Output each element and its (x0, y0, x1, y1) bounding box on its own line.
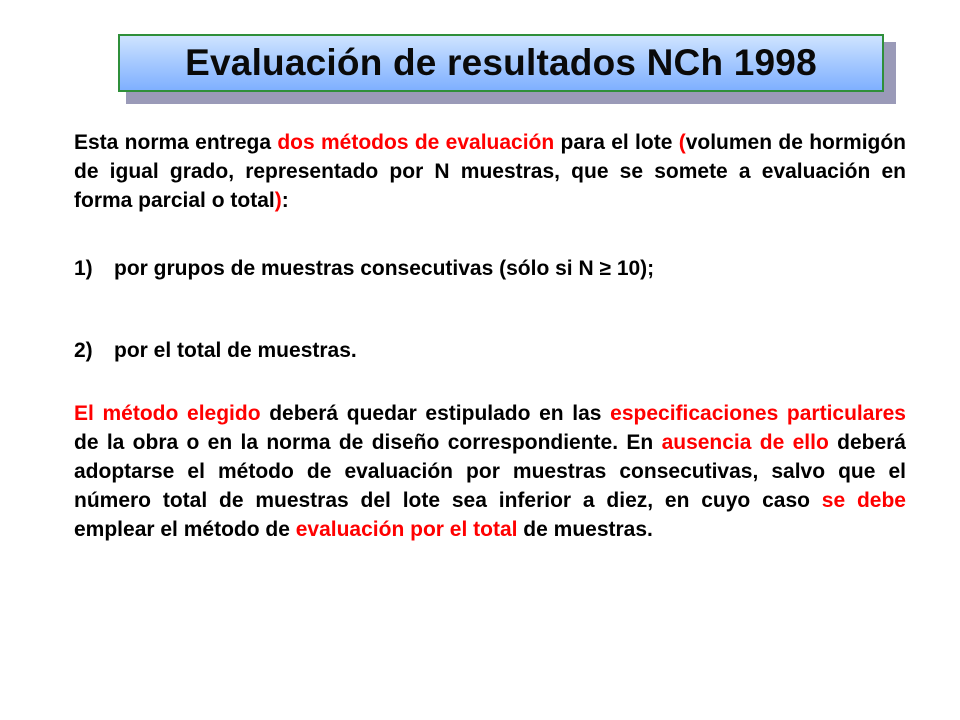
closing-highlight-absence: ausencia de ello (661, 431, 829, 454)
closing-highlight-must: se debe (821, 489, 906, 512)
intro-paragraph (74, 128, 906, 215)
intro-colon: : (281, 189, 289, 212)
intro-text-3: volumen de hormigón de igual grado, representado por N muestras, que se somete a evaluación en forma parcial o total (74, 131, 907, 212)
closing-text-1: deberá quedar estipulado en las (260, 402, 611, 425)
closing-highlight-total: evaluación por el total (295, 518, 518, 541)
intro-text-2: para el lote (554, 131, 679, 154)
intro-close-paren: ) (274, 189, 282, 212)
closing-highlight-specs: especificaciones particulares (610, 402, 906, 425)
list-item-text: por el total de muestras. (114, 339, 357, 362)
list-item (74, 336, 906, 365)
title-box (118, 34, 884, 92)
slide-body (74, 128, 906, 544)
intro-open-paren: ( (678, 131, 686, 154)
closing-highlight-method: El método elegido (74, 402, 261, 425)
closing-text-5: de muestras. (517, 518, 653, 541)
slide-title: Evaluación de resultados NCh 1998 (185, 42, 817, 83)
list-item-text: por grupos de muestras consecutivas (sólo si N ≥ 10); (114, 257, 655, 280)
list-item-number: 1) (74, 257, 93, 280)
intro-highlight-methods: dos métodos de evaluación (277, 131, 555, 154)
intro-text-1: Esta norma entrega (74, 131, 278, 154)
closing-text-4: emplear el método de (74, 518, 296, 541)
closing-paragraph (74, 399, 906, 544)
closing-text-3: deberá adoptarse el método de evaluación por muestras consecutivas, salvo que el número total de muestras del lote sea inferior a diez, en cuyo caso (74, 431, 906, 512)
list-item (74, 254, 906, 283)
list-item-number: 2) (74, 339, 93, 362)
closing-text-2: de la obra o en la norma de diseño correspondiente. En (74, 431, 662, 454)
